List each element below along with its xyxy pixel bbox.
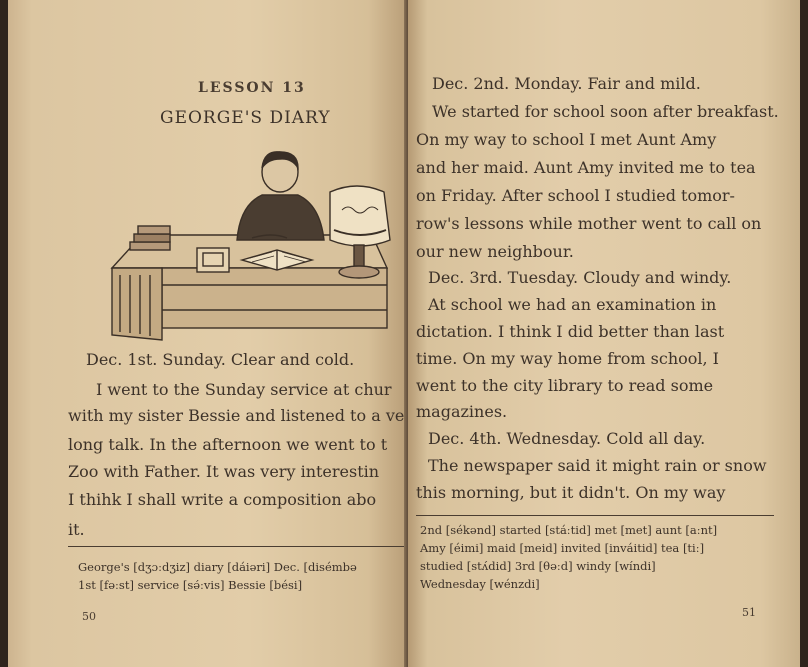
right-line-5: on Friday. After school I studied tomor- xyxy=(416,186,735,205)
boy-at-desk-illustration xyxy=(102,150,392,345)
left-line-2: I went to the Sunday service at chur xyxy=(96,380,392,399)
right-line-1: Dec. 2nd. Monday. Fair and mild. xyxy=(432,74,701,93)
right-line-9: At school we had an examination in xyxy=(428,295,717,314)
left-line-4: long talk. In the afternoon we went to t xyxy=(68,435,388,454)
right-line-12: went to the city library to read some xyxy=(416,376,714,395)
right-vocab-rule xyxy=(416,515,774,516)
left-line-7: it. xyxy=(68,520,85,539)
right-line-14: Dec. 4th. Wednesday. Cold all day. xyxy=(428,429,706,448)
right-vocab-1: 2nd [sékənd] started [stáːtid] met [met] aunt [aːnt] xyxy=(420,523,718,537)
left-line-3: with my sister Bessie and listened to a ve xyxy=(68,406,405,425)
left-line-6: I thihk I shall write a composition abo xyxy=(68,490,377,509)
lesson-title: GEORGE'S DIARY xyxy=(160,108,331,128)
left-vocab-1: George's [dʒɔːdʒiz] diary [dáiəri] Dec. [disémbə xyxy=(78,560,357,574)
right-line-3: On my way to school I met Aunt Amy xyxy=(416,130,717,149)
page-number-left: 50 xyxy=(82,610,96,623)
right-line-6: row's lessons while mother went to call on xyxy=(416,214,762,233)
left-line-5: Zoo with Father. It was very interestin xyxy=(68,462,380,481)
right-line-2: We started for school soon after breakfast. xyxy=(432,102,779,121)
right-vocab-3: studied [stʌ́did] 3rd [θəːd] windy [wíndi] xyxy=(420,559,656,573)
right-line-11: time. On my way home from school, I xyxy=(416,349,719,368)
lesson-number: LESSON 13 xyxy=(198,80,306,96)
right-line-8: Dec. 3rd. Tuesday. Cloudy and windy. xyxy=(428,268,732,287)
right-line-4: and her maid. Aunt Amy invited me to tea xyxy=(416,158,756,177)
right-line-7: our new neighbour. xyxy=(416,242,574,261)
page-number-right: 51 xyxy=(742,606,756,619)
right-vocab-2: Amy [éimi] maid [meid] invited [inváitid] tea [tiː] xyxy=(420,541,705,555)
right-line-16: this morning, but it didn't. On my way xyxy=(416,483,726,502)
left-vocab-rule xyxy=(68,546,408,547)
left-page xyxy=(8,0,408,667)
right-line-15: The newspaper said it might rain or snow xyxy=(428,456,767,475)
right-vocab-4: Wednesday [wénzdi] xyxy=(420,577,540,591)
left-line-1: Dec. 1st. Sunday. Clear and cold. xyxy=(86,350,355,369)
left-vocab-2: 1st [fəːst] service [sə́ːvis] Bessie [bési] xyxy=(78,578,303,592)
right-line-13: magazines. xyxy=(416,402,508,421)
right-line-10: dictation. I think I did better than last xyxy=(416,322,725,341)
right-page xyxy=(408,0,800,667)
